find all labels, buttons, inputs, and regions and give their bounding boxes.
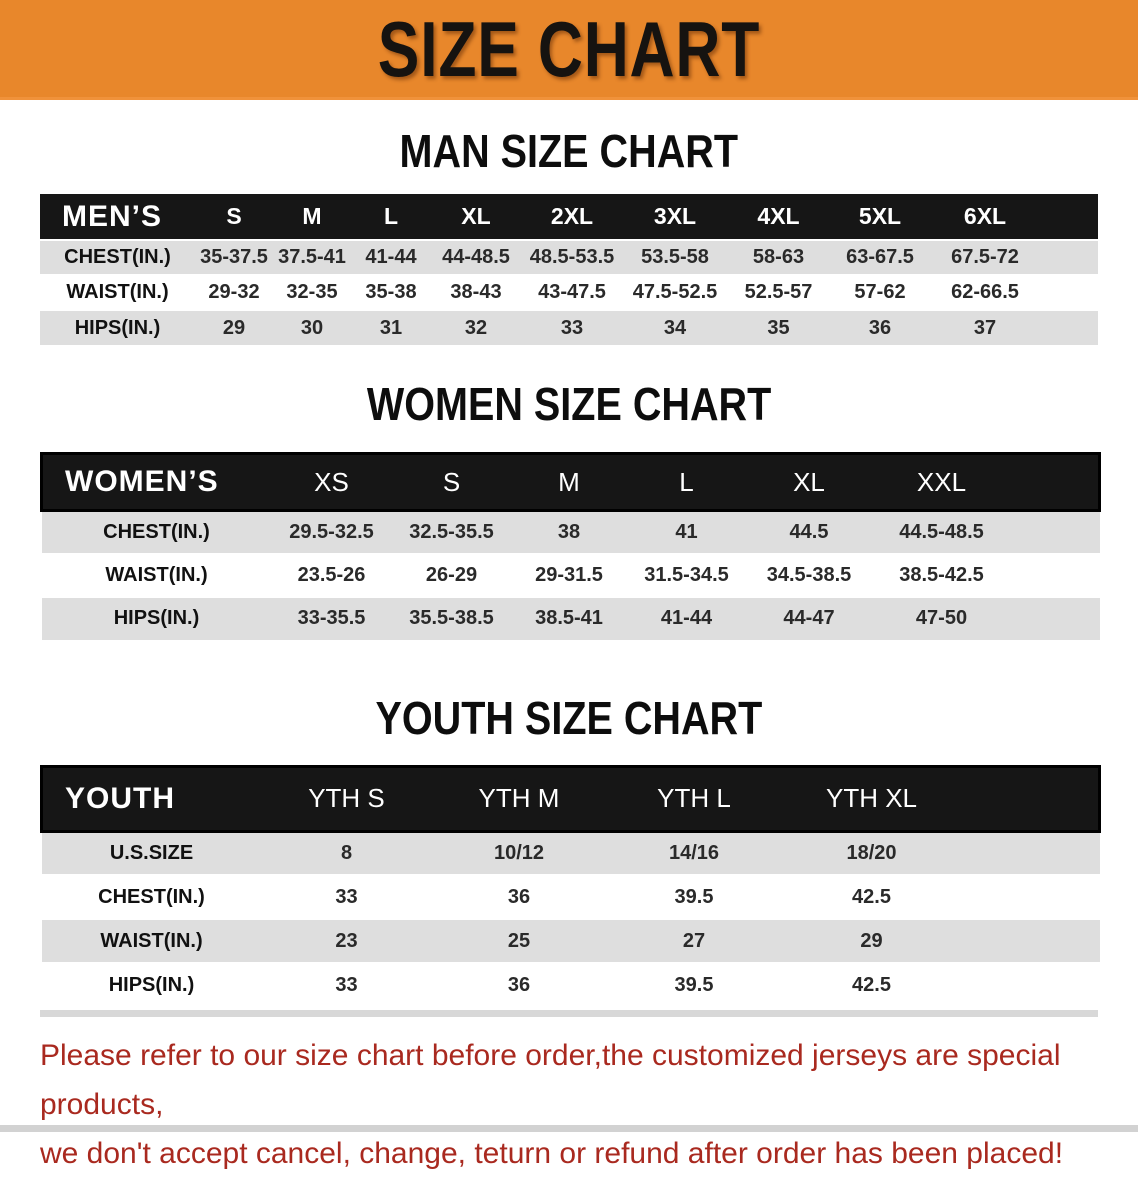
row-label: U.S.SIZE xyxy=(42,831,262,875)
cell: 39.5 xyxy=(607,875,782,919)
cell: 41-44 xyxy=(627,597,747,640)
men-hips-row xyxy=(40,310,1098,345)
youth-waist-row xyxy=(42,919,1100,963)
spacer-cell xyxy=(1012,511,1100,554)
cell: 29 xyxy=(195,310,273,345)
spacer-cell xyxy=(1040,310,1098,345)
youth-header-row xyxy=(42,766,1100,831)
cell: 34.5-38.5 xyxy=(747,554,872,597)
men-waist-row xyxy=(40,275,1098,310)
women-section-heading-text: WOMEN SIZE CHART xyxy=(366,378,772,430)
spacer-cell xyxy=(1040,240,1098,275)
cell: 38.5-41 xyxy=(512,597,627,640)
cell: 58-63 xyxy=(727,240,830,275)
youth-chest-row xyxy=(42,875,1100,919)
row-label: WAIST(IN.) xyxy=(42,919,262,963)
cell: 27 xyxy=(607,919,782,963)
women-col-header: M xyxy=(512,454,627,511)
cell: 44.5-48.5 xyxy=(872,511,1012,554)
cell: 35-38 xyxy=(351,275,431,310)
spacer-cell xyxy=(962,831,1100,875)
women-col-header: L xyxy=(627,454,747,511)
banner-title-text: SIZE CHART xyxy=(377,4,761,93)
men-chest-row xyxy=(40,240,1098,275)
cell: 31.5-34.5 xyxy=(627,554,747,597)
cell: 33 xyxy=(262,875,432,919)
cell: 29.5-32.5 xyxy=(272,511,392,554)
spacer-cell xyxy=(1012,454,1100,511)
women-table-title: WOMEN’S xyxy=(42,454,272,511)
cell: 23 xyxy=(262,919,432,963)
spacer-cell xyxy=(1040,275,1098,310)
youth-col-header: YTH S xyxy=(262,766,432,831)
youth-col-header: YTH L xyxy=(607,766,782,831)
spacer-cell xyxy=(962,766,1100,831)
cell: 38.5-42.5 xyxy=(872,554,1012,597)
cell: 53.5-58 xyxy=(623,240,727,275)
women-size-table xyxy=(40,452,1101,640)
cell: 29-32 xyxy=(195,275,273,310)
cell: 36 xyxy=(432,963,607,1007)
women-col-header: XXL xyxy=(872,454,1012,511)
youth-col-header: YTH XL xyxy=(782,766,962,831)
men-col-header: 3XL xyxy=(623,194,727,240)
men-col-header: 4XL xyxy=(727,194,830,240)
cell: 31 xyxy=(351,310,431,345)
row-label: WAIST(IN.) xyxy=(40,275,195,310)
cell: 62-66.5 xyxy=(930,275,1040,310)
cell: 30 xyxy=(273,310,351,345)
banner-title xyxy=(330,4,808,93)
cell: 41 xyxy=(627,511,747,554)
cell: 39.5 xyxy=(607,963,782,1007)
cell: 44-48.5 xyxy=(431,240,521,275)
cell: 35 xyxy=(727,310,830,345)
disclaimer-line2: we don't accept cancel, change, teturn or refund after order has been placed! xyxy=(40,1137,1064,1170)
cell: 67.5-72 xyxy=(930,240,1040,275)
cell: 44.5 xyxy=(747,511,872,554)
spacer-cell xyxy=(1012,597,1100,640)
cell: 34 xyxy=(623,310,727,345)
spacer-cell xyxy=(1012,554,1100,597)
row-label: HIPS(IN.) xyxy=(42,963,262,1007)
women-waist-row xyxy=(42,554,1100,597)
cell: 35.5-38.5 xyxy=(392,597,512,640)
youth-col-header: YTH M xyxy=(432,766,607,831)
spacer-cell xyxy=(962,963,1100,1007)
cell: 37.5-41 xyxy=(273,240,351,275)
disclaimer-line1: Please refer to our size chart before order,the customized jerseys are special products, xyxy=(40,1039,1061,1121)
men-size-table xyxy=(40,194,1098,345)
women-col-header: S xyxy=(392,454,512,511)
spacer-cell xyxy=(962,875,1100,919)
cell: 33-35.5 xyxy=(272,597,392,640)
youth-section-heading-text: YOUTH SIZE CHART xyxy=(375,691,763,744)
cell: 43-47.5 xyxy=(521,275,623,310)
cell: 47-50 xyxy=(872,597,1012,640)
youth-table-bottom-edge xyxy=(40,1010,1098,1017)
men-col-header: 5XL xyxy=(830,194,930,240)
women-section-heading xyxy=(0,378,1138,430)
cell: 23.5-26 xyxy=(272,554,392,597)
cell: 32 xyxy=(431,310,521,345)
men-section-heading xyxy=(0,125,1138,177)
page-bottom-edge xyxy=(0,1125,1138,1132)
cell: 47.5-52.5 xyxy=(623,275,727,310)
spacer-cell xyxy=(1040,194,1098,240)
row-label: WAIST(IN.) xyxy=(42,554,272,597)
youth-section-heading xyxy=(0,692,1138,744)
row-label: HIPS(IN.) xyxy=(42,597,272,640)
row-label: CHEST(IN.) xyxy=(40,240,195,275)
women-hips-row xyxy=(42,597,1100,640)
cell: 52.5-57 xyxy=(727,275,830,310)
row-label: HIPS(IN.) xyxy=(40,310,195,345)
men-section-heading-text: MAN SIZE CHART xyxy=(399,125,739,177)
row-label: CHEST(IN.) xyxy=(42,511,272,554)
men-col-header: XL xyxy=(431,194,521,240)
cell: 8 xyxy=(262,831,432,875)
cell: 33 xyxy=(262,963,432,1007)
banner xyxy=(0,0,1138,100)
men-table-title: MEN’S xyxy=(40,194,195,240)
cell: 42.5 xyxy=(782,963,962,1007)
youth-ussize-row xyxy=(42,831,1100,875)
cell: 38 xyxy=(512,511,627,554)
cell: 57-62 xyxy=(830,275,930,310)
cell: 42.5 xyxy=(782,875,962,919)
cell: 37 xyxy=(930,310,1040,345)
cell: 36 xyxy=(432,875,607,919)
cell: 26-29 xyxy=(392,554,512,597)
cell: 18/20 xyxy=(782,831,962,875)
cell: 29 xyxy=(782,919,962,963)
youth-size-table xyxy=(40,765,1101,1008)
men-col-header: 2XL xyxy=(521,194,623,240)
women-col-header: XS xyxy=(272,454,392,511)
women-col-header: XL xyxy=(747,454,872,511)
cell: 33 xyxy=(521,310,623,345)
cell: 25 xyxy=(432,919,607,963)
cell: 35-37.5 xyxy=(195,240,273,275)
men-header-row xyxy=(40,194,1098,240)
cell: 10/12 xyxy=(432,831,607,875)
women-chest-row xyxy=(42,511,1100,554)
men-col-header: 6XL xyxy=(930,194,1040,240)
men-col-header: S xyxy=(195,194,273,240)
cell: 32-35 xyxy=(273,275,351,310)
row-label: CHEST(IN.) xyxy=(42,875,262,919)
women-header-row xyxy=(42,454,1100,511)
cell: 63-67.5 xyxy=(830,240,930,275)
cell: 41-44 xyxy=(351,240,431,275)
men-col-header: L xyxy=(351,194,431,240)
cell: 48.5-53.5 xyxy=(521,240,623,275)
cell: 38-43 xyxy=(431,275,521,310)
cell: 44-47 xyxy=(747,597,872,640)
youth-hips-row xyxy=(42,963,1100,1007)
cell: 29-31.5 xyxy=(512,554,627,597)
disclaimer-text xyxy=(40,1031,1138,1178)
spacer-cell xyxy=(962,919,1100,963)
cell: 36 xyxy=(830,310,930,345)
youth-table-title: YOUTH xyxy=(42,766,262,831)
cell: 32.5-35.5 xyxy=(392,511,512,554)
cell: 14/16 xyxy=(607,831,782,875)
men-col-header: M xyxy=(273,194,351,240)
